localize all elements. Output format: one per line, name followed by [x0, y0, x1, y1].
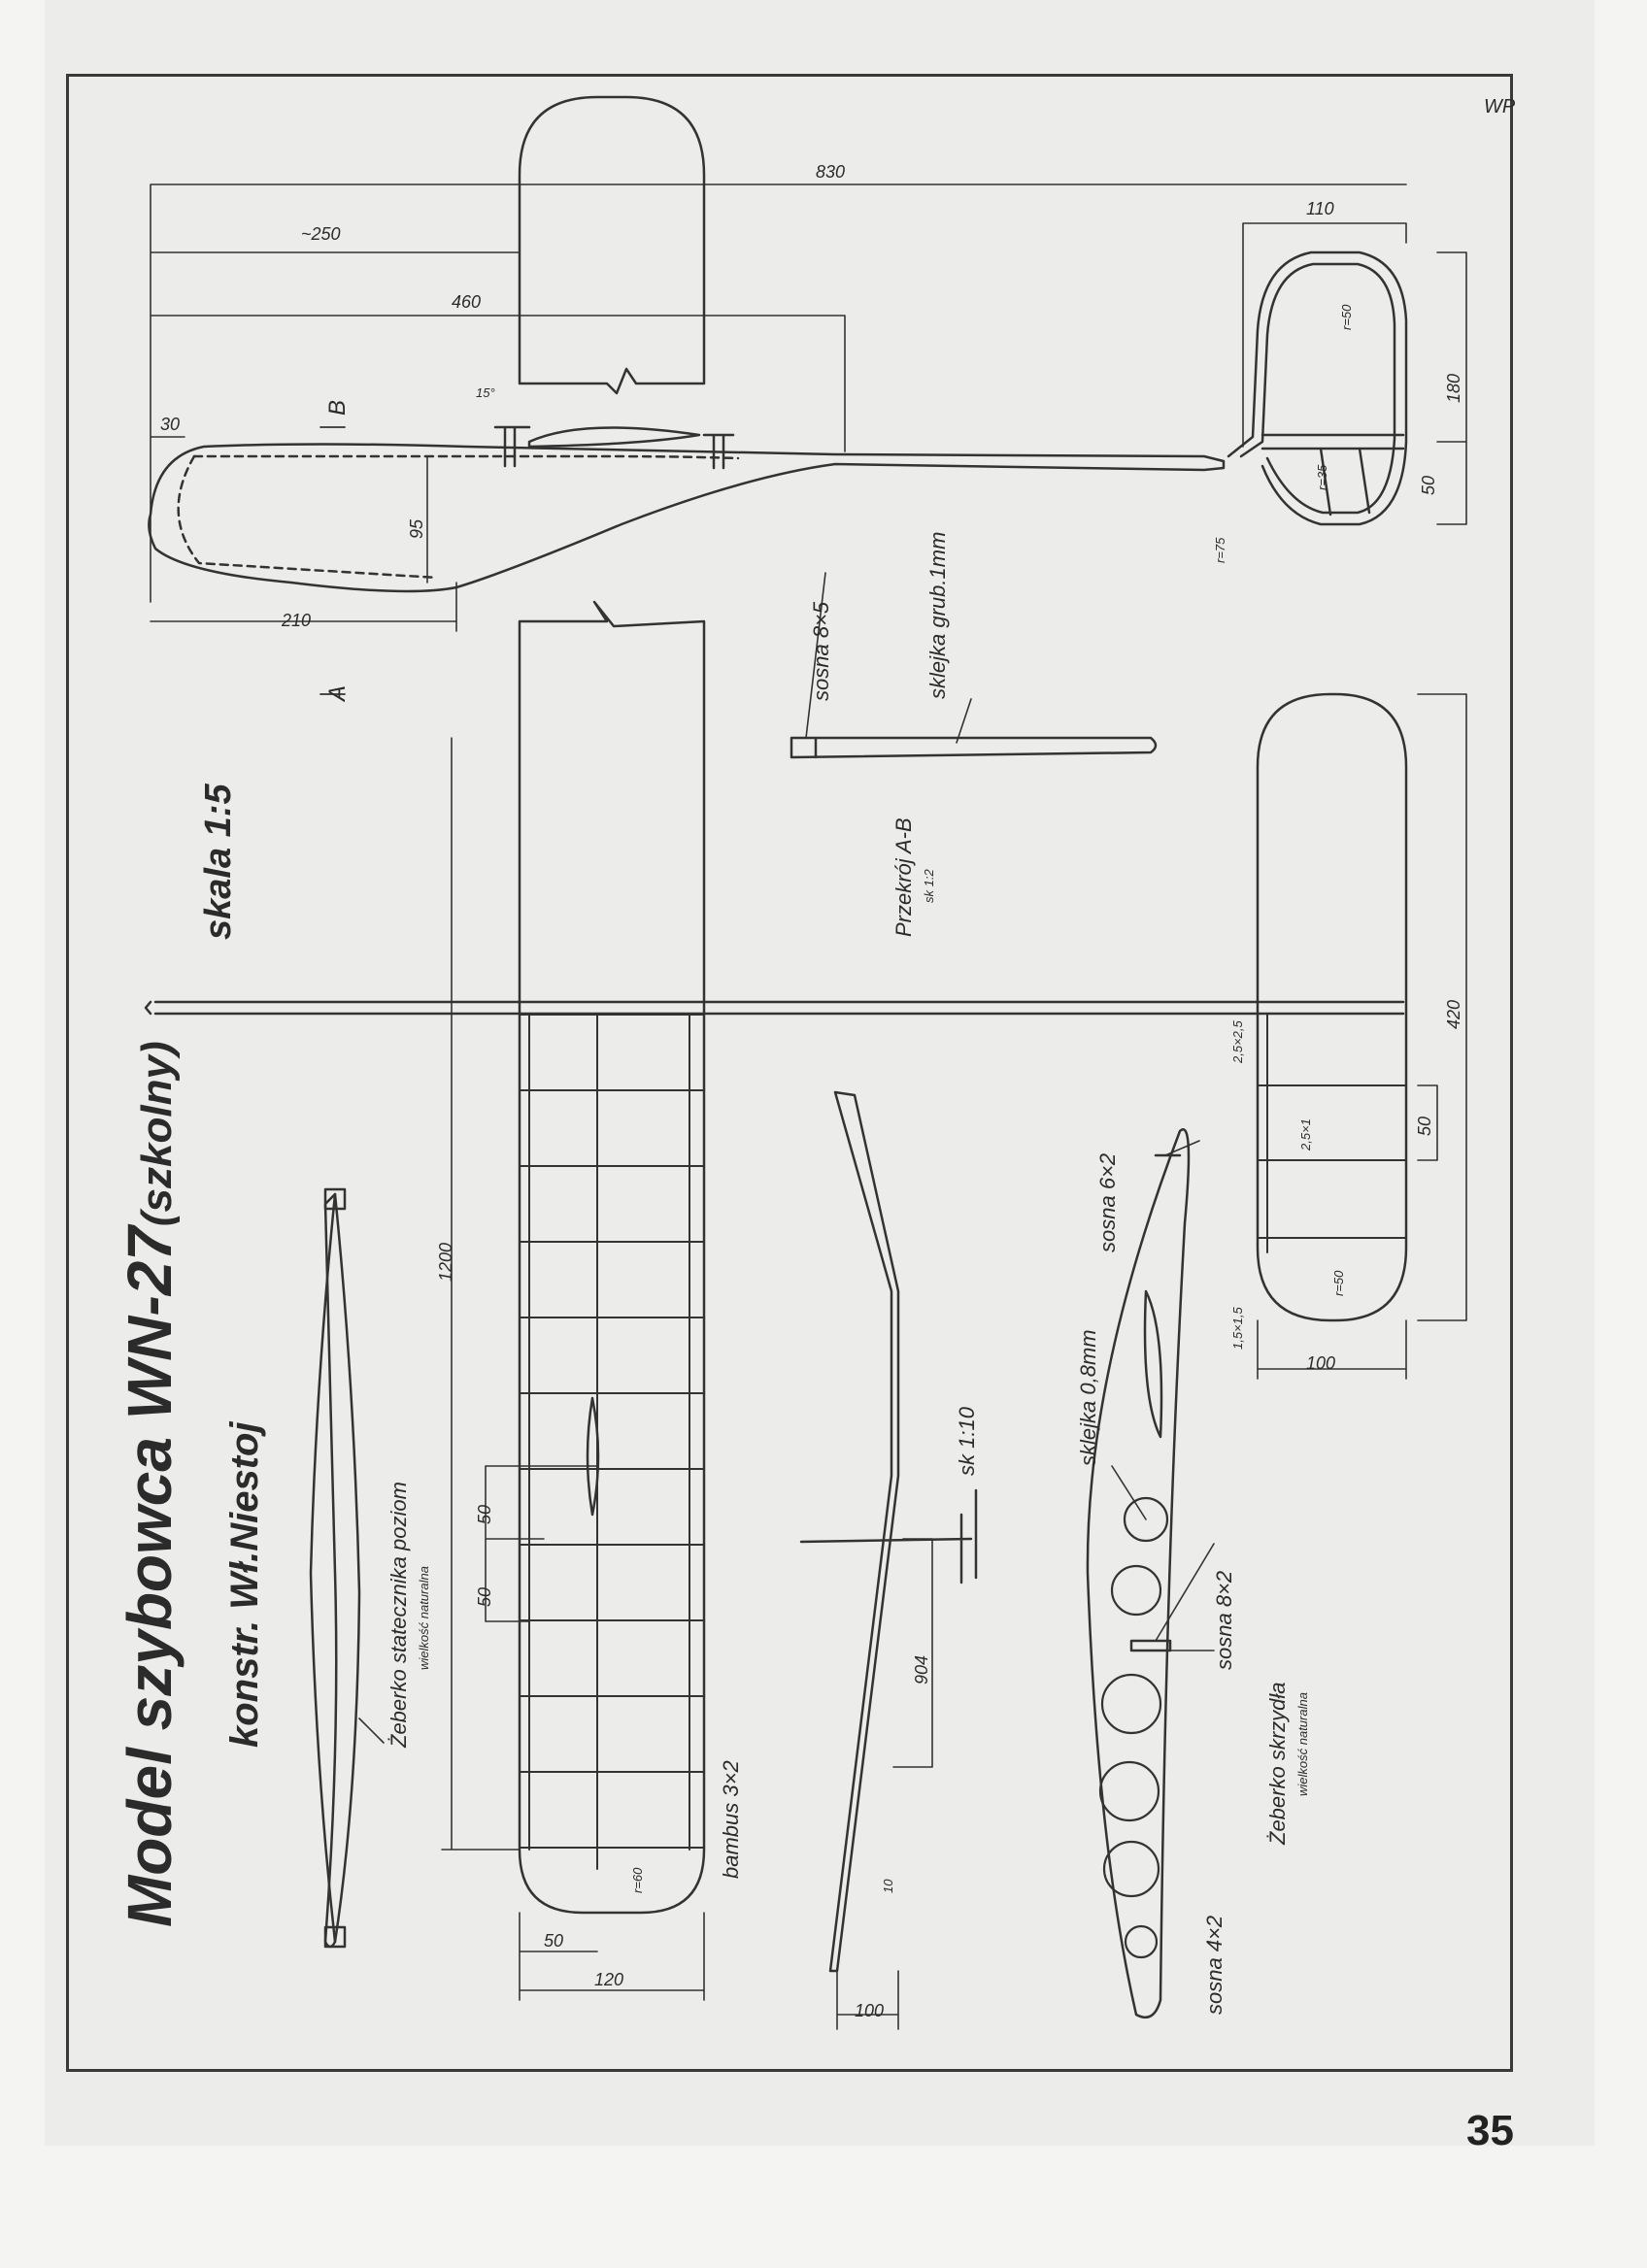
wing-plan [520, 602, 704, 1913]
dim-50-stab: 50 [1415, 1116, 1434, 1136]
section-label-a: A [324, 684, 351, 701]
nose-dash [179, 456, 437, 578]
dim-830: 830 [816, 162, 846, 182]
wing-rib-cutout [1145, 1291, 1161, 1437]
section-scale: sk 1:2 [922, 869, 936, 903]
wing-ribs [520, 1015, 704, 1848]
front-view-wing [830, 1092, 898, 1971]
dim-100-front: 100 [855, 2001, 885, 2020]
dim-50-tip: 50 [544, 1931, 564, 1951]
rib-pine-8x2: sosna 8×2 [1212, 1570, 1236, 1670]
wing-rib-title: Żeberko skrzydła [1265, 1682, 1290, 1845]
rib-plywood-label: sklejka 0,8mm [1076, 1329, 1100, 1466]
dim-904: 904 [912, 1654, 931, 1684]
dim-180: 180 [1444, 373, 1463, 403]
stab-rib-title: Żeberko statecznika poziom [387, 1482, 411, 1748]
section-marker [320, 427, 345, 694]
fin-radius-35: r=35 [1315, 464, 1329, 490]
wing-rib-holes [1100, 1498, 1167, 1957]
section-label-b: B [324, 399, 351, 416]
drawing-title [115, 1041, 185, 1927]
front-view-dims [837, 1539, 932, 2029]
dim-420: 420 [1444, 999, 1463, 1029]
drawing-scale: skala 1:5 [198, 784, 239, 940]
stab-ribs [1258, 1014, 1406, 1252]
wing-section-side [529, 427, 699, 447]
stab-rib-note: wielkość naturalna [417, 1566, 431, 1670]
bamboo-label: bambus 3×2 [719, 1760, 743, 1879]
stab-edge-size: 1,5×1,5 [1230, 1307, 1245, 1350]
front-view-scale: sk 1:10 [955, 1407, 979, 1476]
wing-tip-upper [520, 97, 704, 393]
dim-30: 30 [160, 415, 181, 434]
stab-rib-leader [359, 1718, 384, 1743]
fin-radius-75: r=75 [1213, 537, 1227, 563]
fuselage-stick-top [146, 1002, 1403, 1014]
section-plywood-label: sklejka grub.1mm [925, 531, 950, 699]
dim-110: 110 [1306, 199, 1334, 218]
stab-radius: r=50 [1331, 1270, 1346, 1296]
dim-120: 120 [594, 1970, 624, 1989]
wing-rib-note: wielkość naturalna [1295, 1692, 1310, 1796]
rib-pine-6x2: sosna 6×2 [1095, 1152, 1120, 1252]
stab-plan [1258, 694, 1406, 1320]
dim-50-a: 50 [475, 1504, 494, 1524]
page-number: 35 [1466, 2107, 1514, 2154]
section-title: Przekrój A-B [891, 817, 916, 937]
spar-section [791, 738, 1156, 757]
fuselage-hatch [194, 456, 738, 458]
dim-50-b: 50 [475, 1586, 494, 1607]
dim-95: 95 [407, 518, 426, 539]
dim-100: 100 [1306, 1353, 1336, 1373]
dim-lines-wing [442, 738, 704, 2000]
title-main: Model szybowca WN-27 [115, 1226, 185, 1927]
title-suffix: (szkolny) [133, 1041, 181, 1227]
drawing-subtitle: konstr. Wł.Niestoj [223, 1421, 266, 1748]
wing-spars [529, 1015, 689, 1869]
rib-pine-4x2: sosna 4×2 [1202, 1915, 1227, 2015]
wing-rib-leaders [1112, 1141, 1214, 1651]
dim-250: ~250 [301, 224, 341, 244]
stab-rib-outline [325, 1194, 359, 1947]
dim-lines-stab [1258, 694, 1466, 1379]
dim-210: 210 [282, 611, 312, 630]
dim-1200: 1200 [436, 1242, 455, 1282]
dim-incidence: 15° [476, 385, 495, 400]
fin-radius-50: r=50 [1339, 304, 1354, 330]
dim-10: 10 [881, 1879, 895, 1893]
wing-rib-outline [1088, 1129, 1189, 2018]
stab-rib-size: 2,5×1 [1298, 1118, 1313, 1151]
dim-460: 460 [452, 292, 482, 312]
section-pine-label: sosna 8×5 [809, 601, 833, 701]
wing-radius-60: r=60 [630, 1867, 645, 1893]
stamp-mark: WP [1484, 96, 1516, 117]
stab-spar-label: 2,5×2,5 [1230, 1020, 1245, 1063]
dim-50-fin: 50 [1419, 475, 1438, 495]
